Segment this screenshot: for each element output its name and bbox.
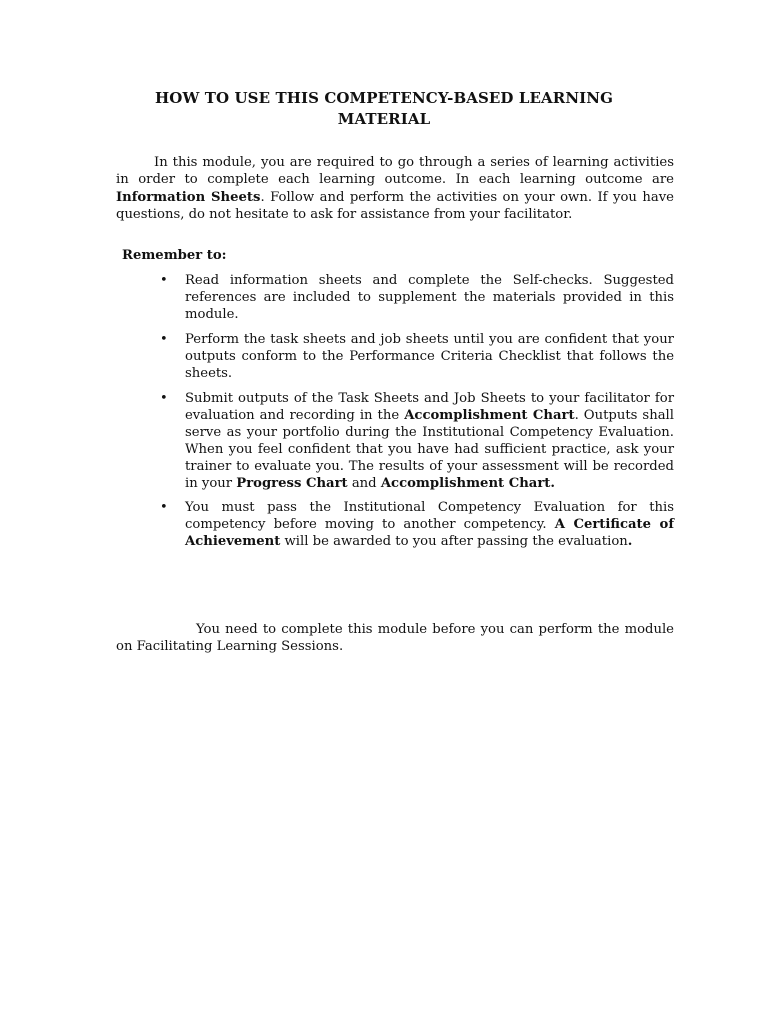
intro-text-2: . Follow and perform the activities on your own. If you have questions, do not hesitate to ask for assistance from your facilitator.: [116, 189, 674, 222]
intro-bold-information-sheets: Information Sheets: [116, 189, 261, 205]
instruction-item-1: [160, 272, 674, 323]
bold-progress-chart: Progress Chart: [236, 476, 348, 492]
bold-accomplishment-chart-2: Accomplishment Chart: [380, 476, 551, 492]
instruction-item-3: [160, 390, 674, 493]
instruction-list: [160, 272, 674, 558]
bold-accomplishment-chart: Accomplishment Chart: [404, 407, 575, 423]
instruction-text-1: You must pass the Institutional Competency Evaluation for this competency before moving to another competency.: [185, 500, 674, 533]
bullet-icon: •: [160, 332, 168, 348]
instruction-text: Read information sheets and complete the Self-checks. Suggested references are included to supplement the materials provided in this module.: [185, 273, 674, 323]
instruction-text-2: will be awarded to you after passing the evaluation: [280, 534, 628, 550]
instruction-text-1: Submit outputs of the Task Sheets and Job Sheets to your facilitator for evaluation and recording in the: [185, 390, 674, 423]
instruction-text-2: . Outputs shall serve as your portfolio during the Institutional Competency Evaluation. When you feel confident that you have had sufficient practice, ask your trainer to evaluate you. The results of your assessment will be recorded in your: [185, 407, 674, 492]
instruction-text-4: .: [550, 476, 555, 492]
document-title: HOW TO USE THIS COMPETENCY-BASED LEARNING MATERIAL: [155, 89, 613, 128]
closing-paragraph: You need to complete this module before you can perform the module on Facilitating Learning Sessions.: [116, 622, 674, 655]
instruction-text: Perform the task sheets and job sheets until you are confident that your outputs conform to the Performance Criteria Checklist that follows the sheets.: [185, 332, 674, 382]
remember-label: Remember to:: [122, 248, 227, 263]
instruction-text-period: .: [627, 534, 633, 550]
instruction-text-3: and: [347, 476, 381, 492]
bold-certificate-of-achievement: A Certificate of Achievement: [185, 517, 674, 550]
intro-text-1: In this module, you are required to go through a series of learning activities in order to complete each learning outcome. In each learning outcome are: [116, 155, 674, 188]
bullet-icon: •: [160, 390, 168, 406]
intro-paragraph: [116, 154, 674, 223]
bullet-icon: •: [160, 273, 168, 288]
instruction-item-4: [160, 499, 674, 550]
bullet-icon: •: [160, 500, 168, 516]
instruction-item-2: [160, 331, 674, 382]
